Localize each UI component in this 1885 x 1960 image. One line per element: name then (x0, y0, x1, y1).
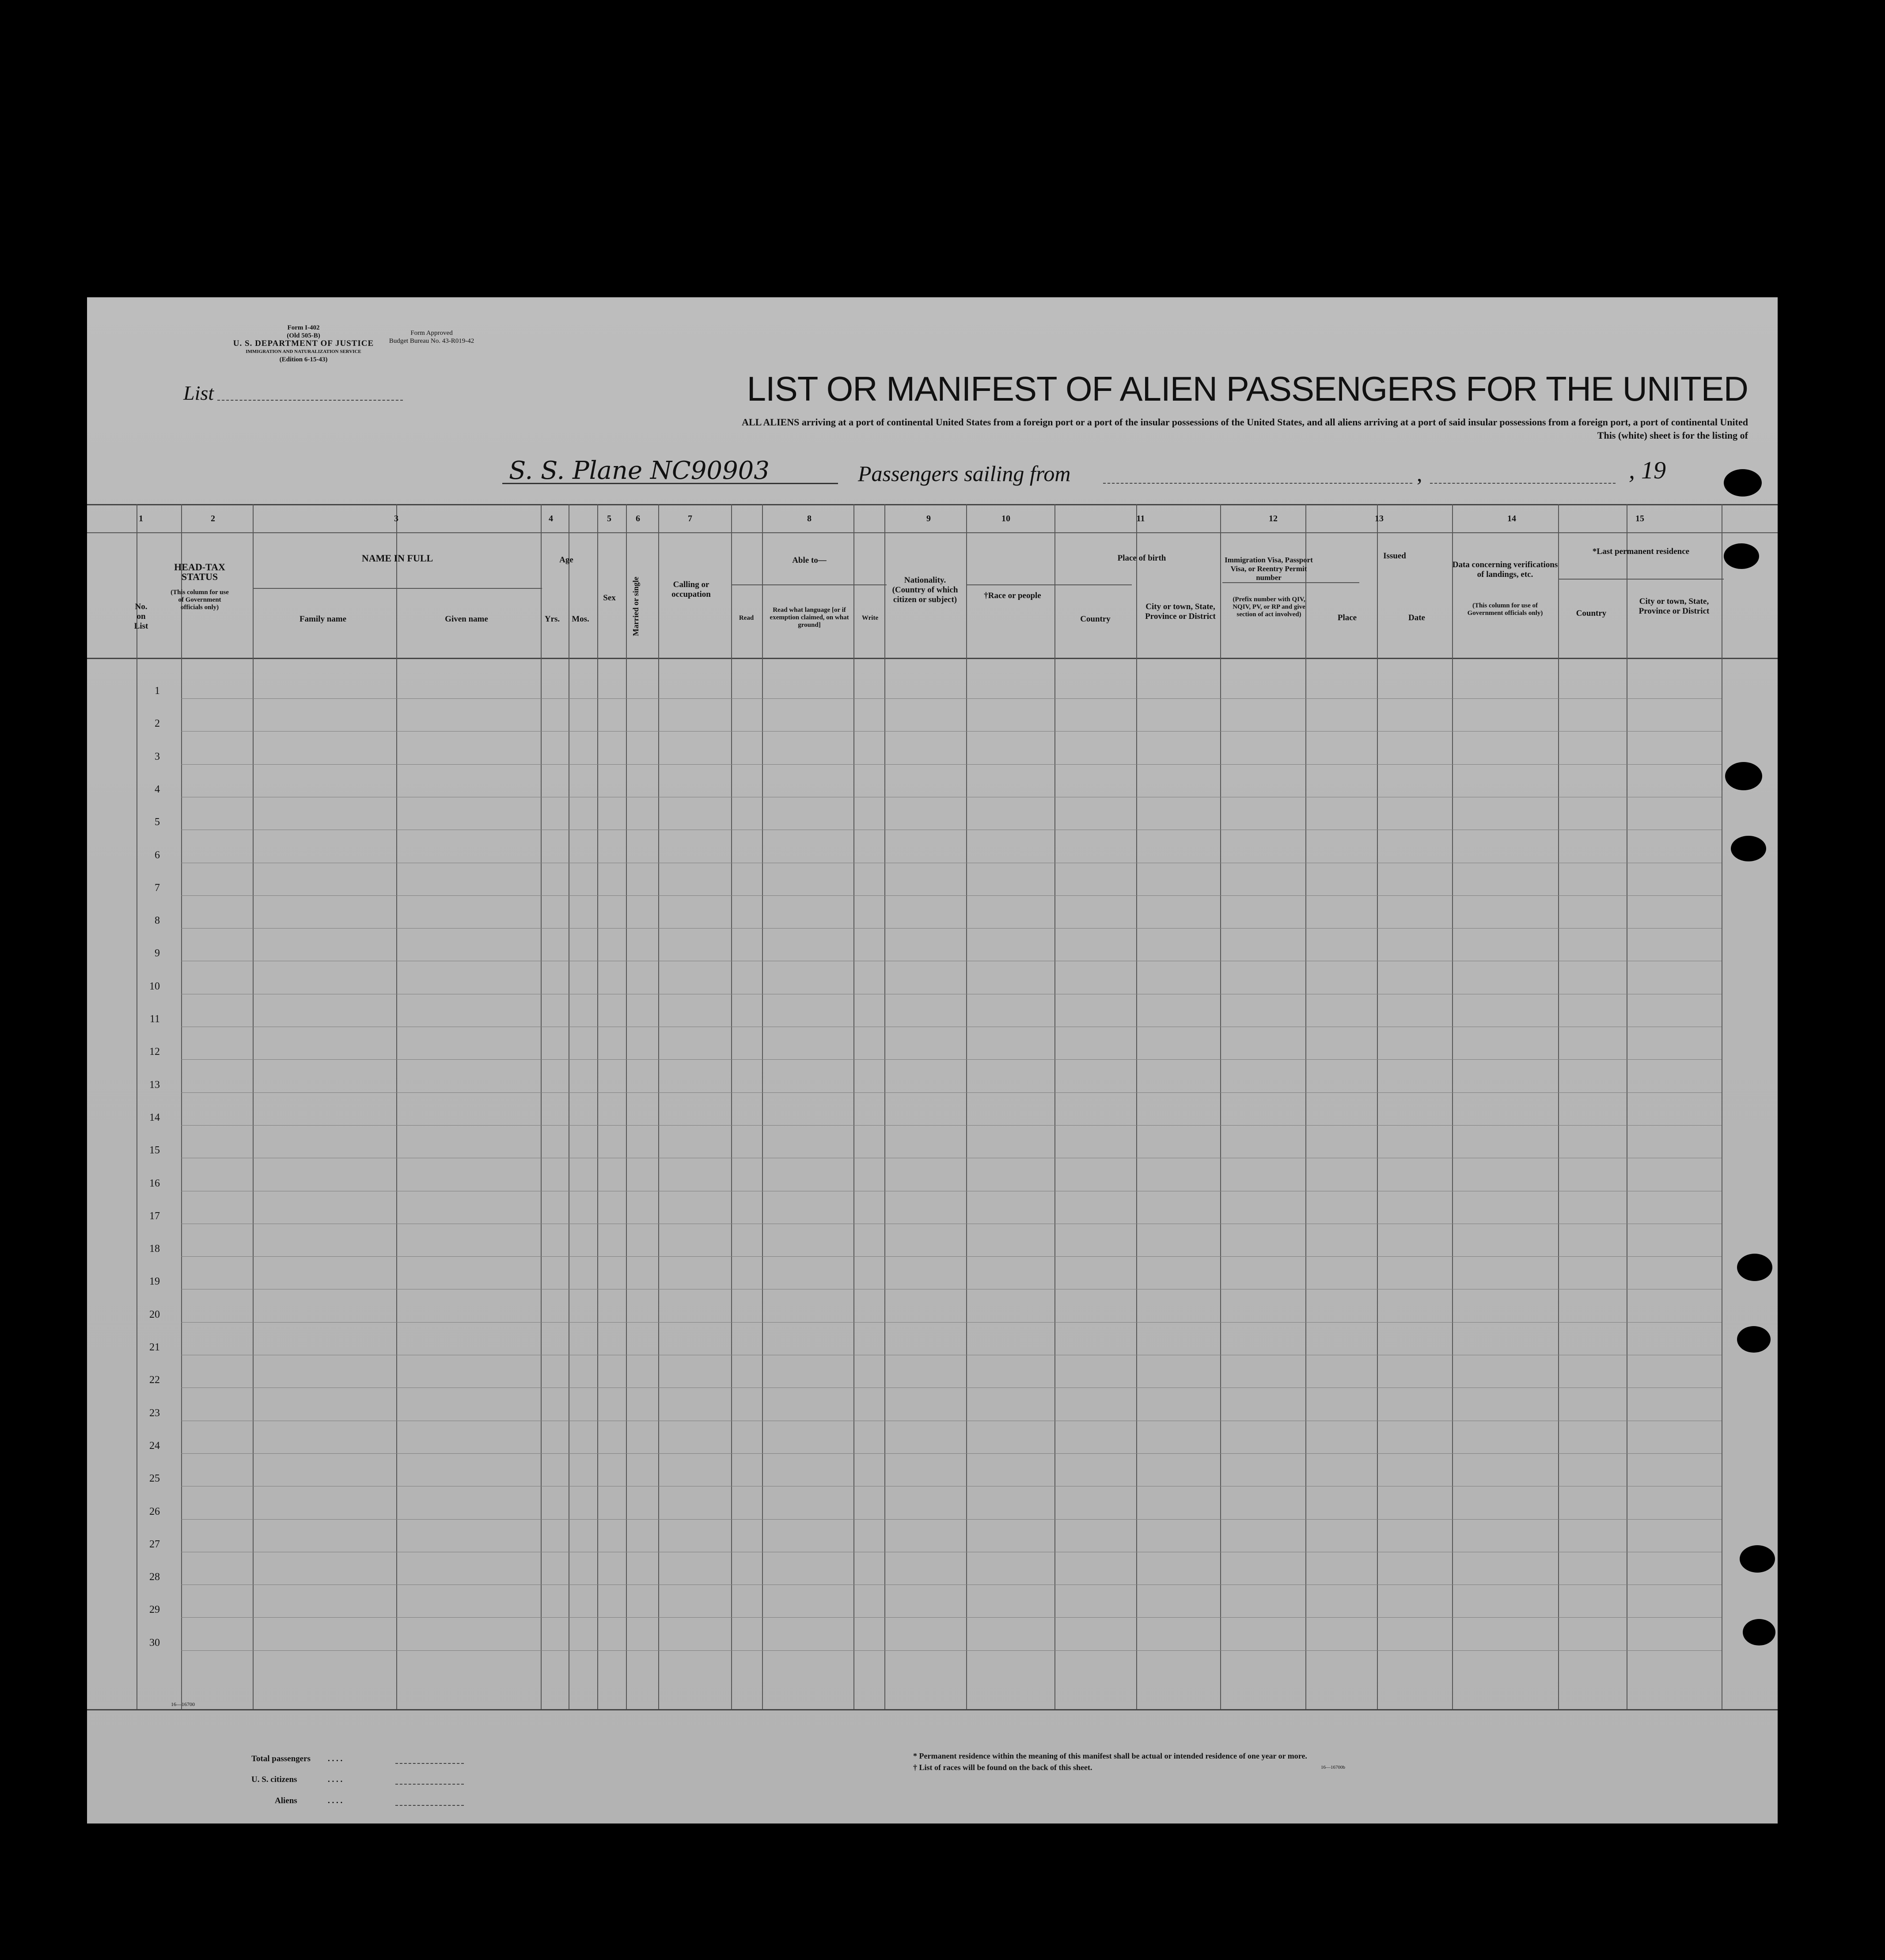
row-number: 20 (149, 1308, 160, 1320)
department-name: U. S. DEPARTMENT OF JUSTICE (233, 339, 374, 348)
table-row[interactable] (181, 1092, 1722, 1093)
approval-block (365, 329, 498, 345)
row-number: 18 (149, 1243, 160, 1255)
hdr-birth-city: City or town, State, Province or District (1145, 602, 1216, 621)
hdr-race: †Race or people (984, 591, 1041, 600)
total-passengers-field[interactable] (395, 1763, 464, 1764)
row-number: 19 (149, 1276, 160, 1288)
column-rule (762, 504, 763, 1709)
column-rule (1136, 504, 1137, 1709)
hdr-sex: Sex (603, 593, 616, 603)
row-number: 15 (149, 1145, 160, 1156)
punch-hole (1743, 1619, 1775, 1645)
list-label: List (183, 382, 214, 404)
hdr-read-language: Read what language [or if exemption claimed, on what ground] (770, 607, 849, 629)
footnote-residence: * Permanent residence within the meaning of this manifest shall be actual or intended residence of one year or more. (913, 1751, 1307, 1760)
punch-hole (1737, 1254, 1772, 1281)
row-number: 21 (149, 1342, 160, 1353)
col-num-1: 1 (139, 514, 143, 523)
column-rule (253, 504, 254, 1709)
hdr-name-in-full: NAME IN FULL (361, 553, 433, 564)
column-rule (396, 504, 397, 1709)
hdr-mos: Mos. (572, 614, 589, 624)
row-number: 5 (155, 816, 160, 828)
table-row[interactable] (181, 1322, 1722, 1323)
row-number: 7 (155, 882, 160, 894)
column-rule (1305, 504, 1306, 1709)
column-rule (626, 504, 627, 1709)
col-num-7: 7 (688, 514, 692, 523)
row-number: 14 (149, 1111, 160, 1123)
total-passengers-label: Total passengers (251, 1754, 311, 1763)
column-rule (1558, 504, 1559, 1709)
row-number: 11 (149, 1013, 160, 1025)
form-title: LIST OR MANIFEST OF ALIEN PASSENGERS FOR THE UNITED (747, 369, 1748, 408)
approval-line-2: Budget Bureau No. 43-R019-42 (389, 337, 474, 345)
row-number: 24 (149, 1440, 160, 1452)
punch-hole (1740, 1545, 1775, 1573)
table-bottom-rule (87, 1709, 1778, 1710)
column-rule (658, 504, 659, 1709)
row-number: 22 (149, 1374, 160, 1386)
hdr-data-note: (This column for use of Government officials only) (1467, 602, 1543, 617)
table-row[interactable] (181, 764, 1722, 765)
hdr-age: Age (559, 555, 573, 565)
manifest-sheet (87, 297, 1778, 1824)
column-rule (853, 504, 854, 1709)
column-rule (1377, 504, 1378, 1709)
hdr-birth-country: Country (1080, 614, 1111, 624)
table-row[interactable] (181, 1650, 1722, 1651)
dots-3: . . . . (328, 1796, 343, 1805)
column-rule (966, 504, 967, 1709)
sailing-port-field[interactable] (1103, 483, 1412, 484)
column-rule (1054, 504, 1055, 1709)
col-num-13: 13 (1375, 514, 1384, 523)
able-subrule (732, 584, 887, 585)
col-num-8: 8 (807, 514, 812, 523)
punch-hole (1724, 469, 1762, 497)
punch-hole (1737, 1326, 1771, 1353)
table-row[interactable] (181, 1256, 1722, 1257)
issued-subrule (1222, 582, 1359, 583)
hdr-issued-date: Date (1408, 613, 1425, 622)
us-citizens-field[interactable] (395, 1784, 464, 1785)
hdr-data-concerning: Data concerning verifications of landings, etc. (1452, 560, 1558, 579)
hdr-head-tax: HEAD-TAX STATUS (174, 561, 225, 582)
table-row[interactable] (181, 1059, 1722, 1060)
hdr-write: Write (861, 614, 879, 622)
col-num-5: 5 (607, 514, 611, 523)
dots-1: . . . . (328, 1754, 343, 1763)
us-citizens-label: U. S. citizens (251, 1775, 297, 1784)
row-number: 25 (149, 1473, 160, 1485)
row-number: 13 (149, 1079, 160, 1091)
year-label: , 19 (1629, 457, 1666, 484)
vessel-underline (502, 483, 838, 484)
hdr-married: Married or single (631, 576, 640, 637)
header-num-rule (87, 532, 1778, 533)
form-subtitle-1: ALL ALIENS arriving at a port of continental United States from a foreign port or a port of the insular possessions of the United States, and all aliens arriving at a port of said insular possessions from a foreign port, a port of continental United (742, 417, 1748, 428)
table-top-rule (87, 504, 1778, 505)
row-number: 16 (149, 1177, 160, 1189)
vessel-name: S. S. Plane NC90903 (509, 456, 770, 485)
hdr-head-tax-note: (This column for use of Government officials only) (171, 589, 229, 611)
form-number: Form I-402 (287, 324, 320, 331)
row-number: 9 (155, 948, 160, 959)
hdr-residence-country: Country (1576, 609, 1607, 618)
row-number: 6 (155, 849, 160, 861)
hdr-issued: Issued (1383, 551, 1406, 561)
row-number: 2 (155, 718, 160, 730)
table-row[interactable] (181, 895, 1722, 896)
comma-separator: , (1417, 461, 1422, 486)
footnote-races: † List of races will be found on the back of this sheet. (913, 1763, 1092, 1772)
col-num-4: 4 (549, 514, 553, 523)
column-rule (597, 504, 598, 1709)
row-number: 30 (149, 1637, 160, 1649)
col-num-15: 15 (1635, 514, 1644, 523)
aliens-field[interactable] (395, 1805, 464, 1806)
hdr-place-of-birth: Place of birth (1117, 554, 1166, 563)
header-bottom-rule (87, 658, 1778, 659)
printer-code: 16—16700 (171, 1701, 195, 1707)
column-rule (1220, 504, 1221, 1709)
col-num-12: 12 (1269, 514, 1278, 523)
punch-hole (1725, 762, 1762, 790)
hdr-read: Read (739, 614, 754, 622)
approval-line-1: Form Approved (410, 330, 453, 337)
col-num-2: 2 (211, 514, 215, 523)
table-row[interactable] (181, 1519, 1722, 1520)
residence-subrule (1558, 579, 1724, 580)
col-num-6: 6 (636, 514, 640, 523)
table-row[interactable] (181, 1125, 1722, 1126)
hdr-residence-city: City or town, State, Province or District (1638, 597, 1710, 616)
row-number: 3 (155, 751, 160, 762)
dots-2: . . . . (328, 1775, 343, 1784)
row-number: 17 (149, 1210, 160, 1222)
sailing-from-label: Passengers sailing from (858, 461, 1071, 486)
form-subtitle-2: This (white) sheet is for the listing of (1597, 430, 1748, 441)
row-number: 29 (149, 1604, 160, 1616)
row-number: 28 (149, 1571, 160, 1583)
hdr-family-name: Family name (299, 614, 347, 624)
col-num-14: 14 (1507, 514, 1516, 523)
hdr-yrs: Yrs. (544, 614, 560, 624)
hdr-last-residence: *Last permanent residence (1592, 547, 1690, 556)
table-row[interactable] (181, 731, 1722, 732)
hdr-issued-place: Place (1337, 613, 1357, 622)
row-number: 1 (155, 685, 160, 697)
form-old-number: (Old 505-B) (287, 332, 320, 339)
hdr-given-name: Given name (445, 614, 488, 624)
row-number: 27 (149, 1538, 160, 1550)
hdr-visa: Immigration Visa, Passport Visa, or Reentry Permit number (1225, 556, 1313, 582)
col-num-11: 11 (1136, 514, 1145, 523)
column-rule (181, 504, 182, 1709)
aliens-label: Aliens (275, 1796, 297, 1805)
hdr-nationality: Nationality. (Country of which citizen or subject) (892, 576, 958, 604)
hdr-calling: Calling or occupation (671, 580, 711, 599)
column-rule (731, 504, 732, 1709)
column-rule (884, 504, 885, 1709)
row-number: 4 (155, 783, 160, 795)
table-row[interactable] (181, 928, 1722, 929)
table-row[interactable] (181, 1453, 1722, 1454)
row-number: 12 (149, 1046, 160, 1058)
column-rule (541, 504, 542, 1709)
sailing-date-field[interactable] (1430, 483, 1616, 484)
column-rule (1452, 504, 1453, 1709)
service-name: IMMIGRATION AND NATURALIZATION SERVICE (246, 349, 361, 354)
punch-hole (1724, 543, 1759, 569)
col-num-10: 10 (1001, 514, 1010, 523)
birth-subrule (966, 584, 1132, 585)
name-subrule (253, 588, 542, 589)
printer-code-2: 16—16700b (1321, 1765, 1345, 1770)
col-num-3: 3 (394, 514, 398, 523)
table-row[interactable] (181, 698, 1722, 699)
list-number-field[interactable] (217, 400, 403, 401)
row-number: 8 (155, 915, 160, 927)
col-num-9: 9 (926, 514, 931, 523)
row-number: 26 (149, 1505, 160, 1517)
hdr-able-to: Able to— (792, 556, 827, 565)
hdr-visa-note: (Prefix number with QIV, NQIV, PV, or RP and give section of act involved) (1233, 596, 1305, 618)
table-row[interactable] (181, 1617, 1722, 1618)
row-number: 23 (149, 1407, 160, 1419)
row-number: 10 (149, 980, 160, 992)
form-edition: (Edition 6-15-43) (279, 356, 328, 363)
punch-hole (1731, 836, 1766, 861)
hdr-no-on-list: No. on List (134, 602, 148, 631)
